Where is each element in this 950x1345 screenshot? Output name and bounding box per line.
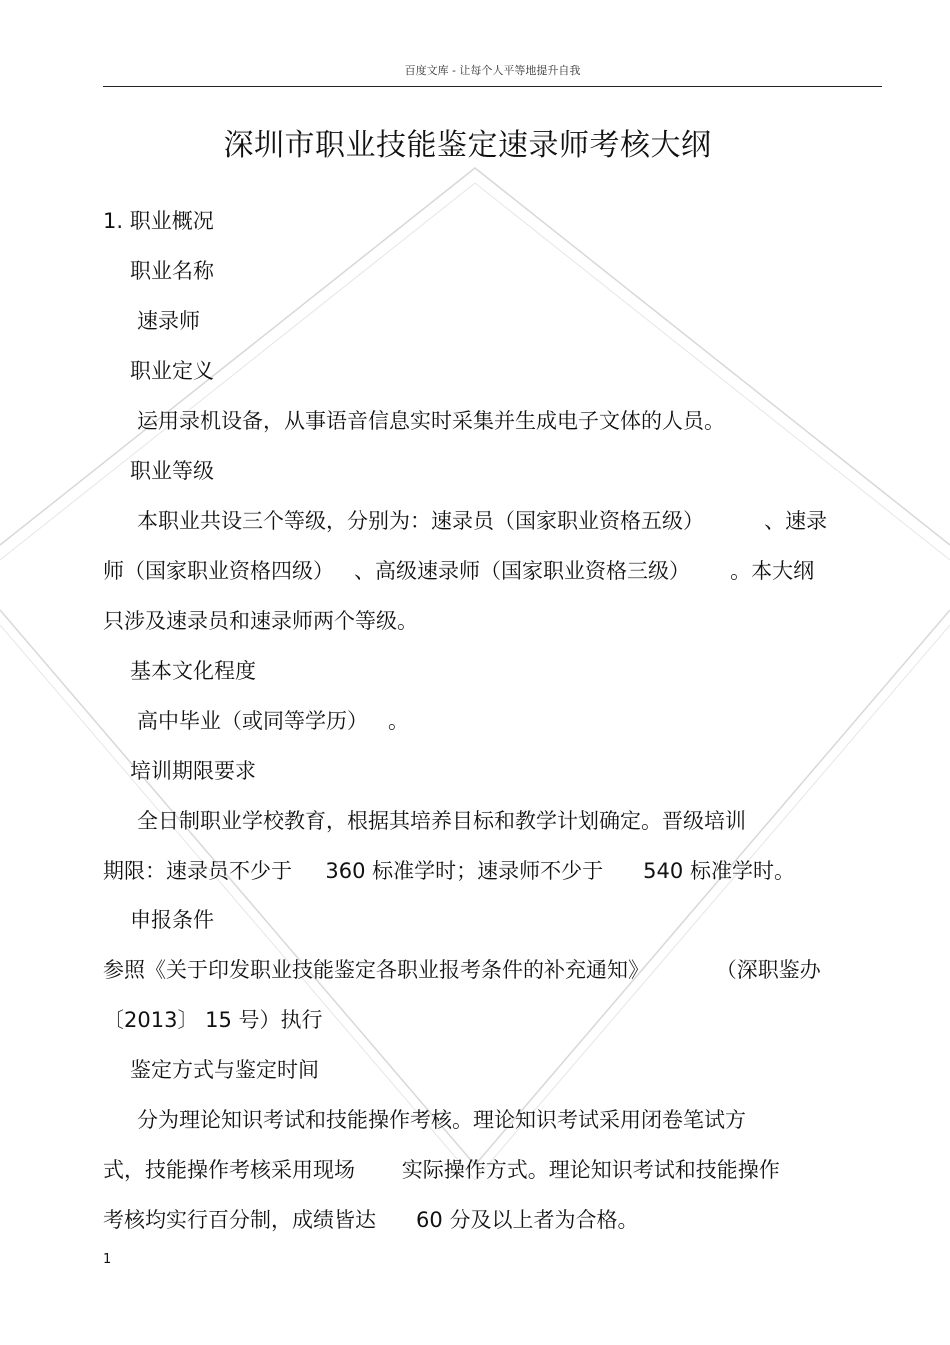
paragraph-line: 全日制职业学校教育，根据其培养目标和教学计划确定。晋级培训	[137, 809, 746, 833]
paragraph-line: 速录师	[137, 309, 200, 333]
subheading: 培训期限要求	[130, 759, 256, 783]
paragraph-line: 参照《关于印发职业技能鉴定各职业报考条件的补充通知》 （深职鉴办	[103, 958, 821, 982]
subheading: 基本文化程度	[130, 659, 256, 683]
section-heading: 1. 职业概况	[103, 209, 214, 233]
paragraph-line: 本职业共设三个等级，分别为：速录员（国家职业资格五级） 、速录	[137, 509, 828, 533]
subheading: 职业名称	[130, 259, 214, 283]
page-number: 1	[103, 1252, 112, 1267]
paragraph-line: 期限：速录员不少于 360 标准学时；速录师不少于 540 标准学时。	[103, 859, 795, 883]
subheading: 职业定义	[130, 359, 214, 383]
subheading: 申报条件	[130, 908, 214, 932]
subheading: 鉴定方式与鉴定时间	[130, 1058, 319, 1082]
header-text: 百度文库 - 让每个人平等地提升自我	[404, 64, 581, 77]
paragraph-line: 高中毕业（或同等学历） 。	[137, 709, 410, 733]
paragraph-line: 考核均实行百分制，成绩皆达 60 分及以上者为合格。	[103, 1208, 639, 1232]
document-title: 深圳市职业技能鉴定速录师考核大纲	[223, 128, 712, 163]
paragraph-line: 式，技能操作考核采用现场 实际操作方式。理论知识考试和技能操作	[103, 1158, 780, 1182]
subheading: 职业等级	[130, 459, 214, 483]
paragraph-line: 师（国家职业资格四级） 、高级速录师（国家职业资格三级） 。本大纲	[103, 559, 815, 583]
paragraph-line: 只涉及速录员和速录师两个等级。	[103, 609, 418, 633]
paragraph-line: 运用录机设备，从事语音信息实时采集并生成电子文体的人员。	[137, 409, 725, 433]
page-header	[103, 62, 882, 87]
paragraph-line: 〔2013〕 15 号）执行	[103, 1008, 323, 1032]
paragraph-line: 分为理论知识考试和技能操作考核。理论知识考试采用闭卷笔试方	[137, 1108, 746, 1132]
